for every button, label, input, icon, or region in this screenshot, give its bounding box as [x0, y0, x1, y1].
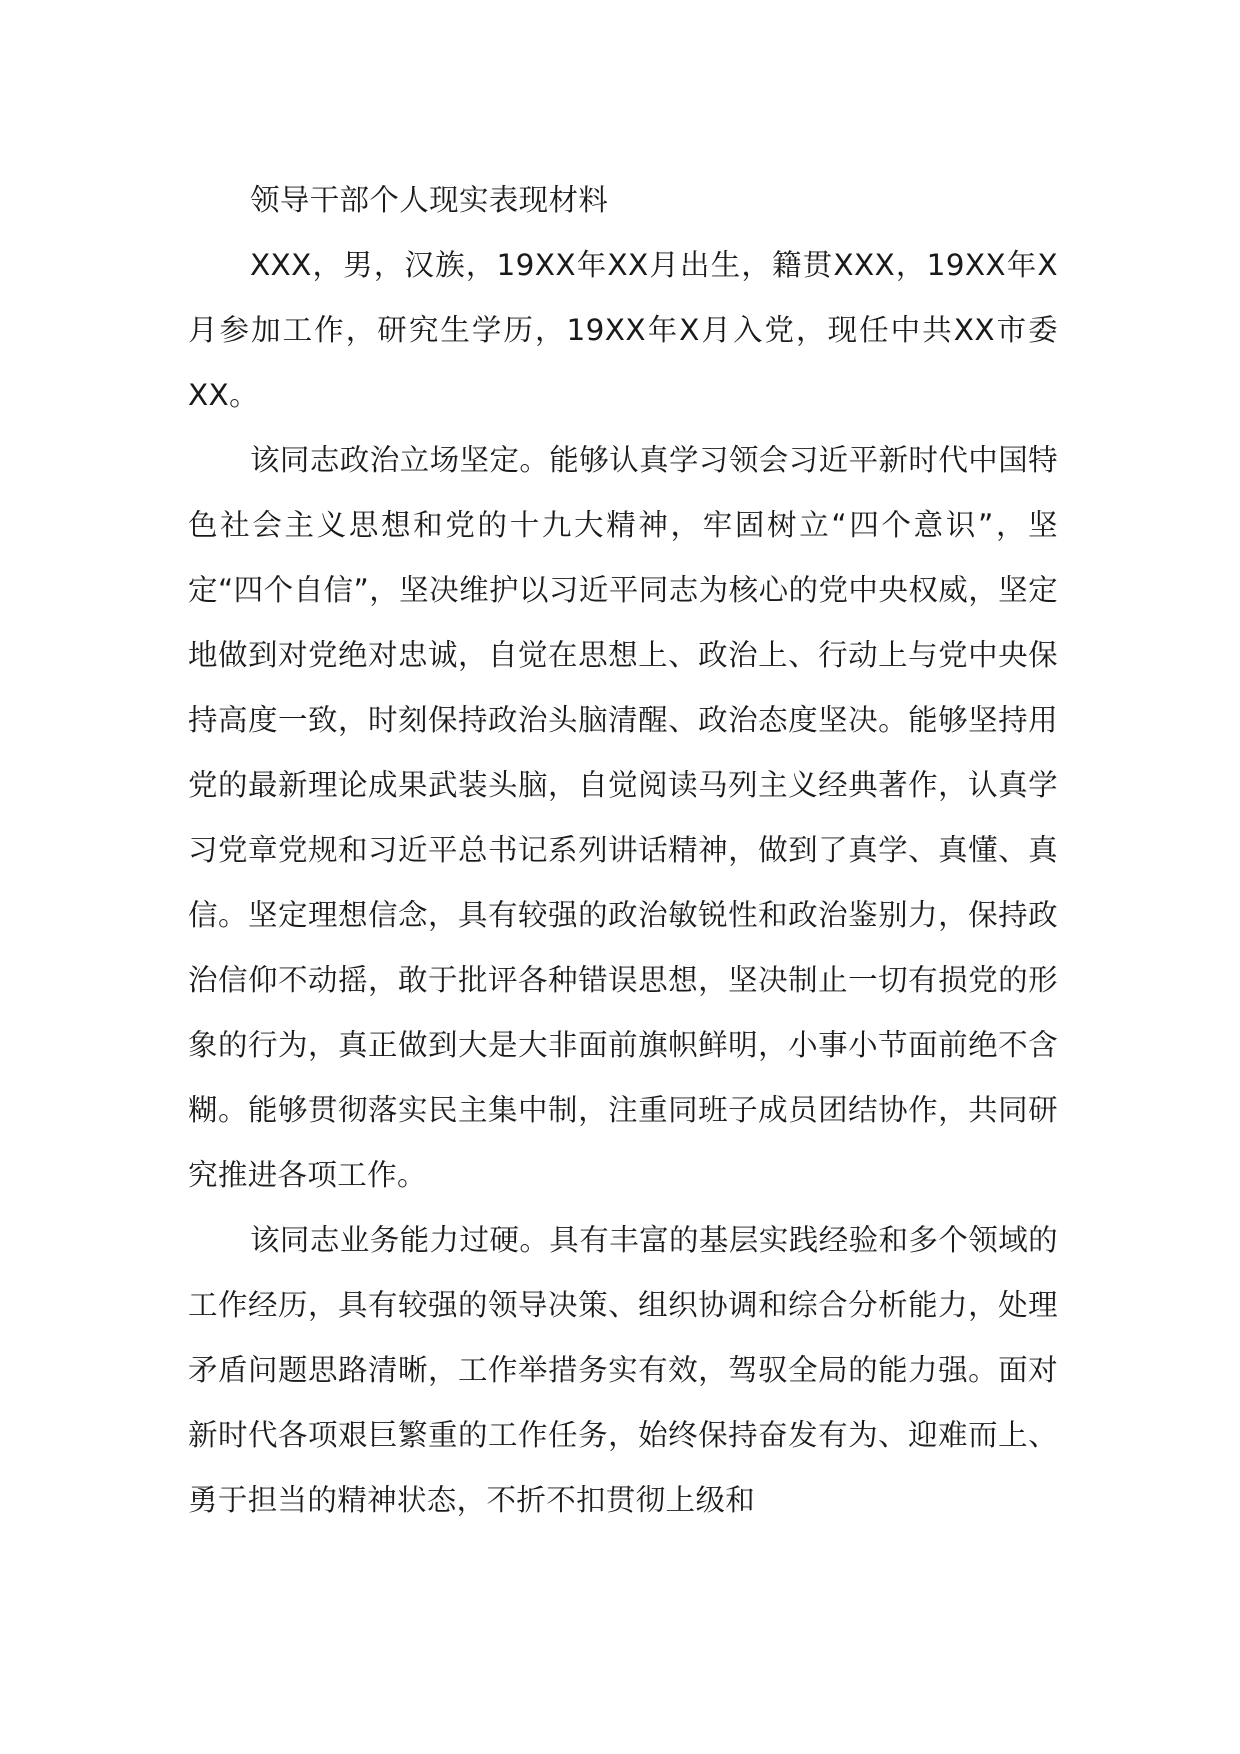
document-body: [188, 168, 1058, 1533]
paragraph-basic-info: XXX，男，汉族，19XX年XX月出生，籍贯XXX，19XX年X月参加工作，研究生学历，19XX年X月入党，现任中共XX市委XX。: [188, 248, 1058, 412]
paragraph-political-stance: 该同志政治立场坚定。能够认真学习领会习近平新时代中国特色社会主义思想和党的十九大精神，牢固树立“四个意识”，坚定“四个自信”，坚决维护以习近平同志为核心的党中央权威，坚定地做到对党绝对忠诚，自觉在思想上、政治上、行动上与党中央保持高度一致，时刻保持政治头脑清醒、政治态度坚决。能够坚持用党的最新理论成果武装头脑，自觉阅读马列主义经典著作，认真学习党章党规和习近平总书记系列讲话精神，做到了真学、真懂、真信。坚定理想信念，具有较强的政治敏锐性和政治鉴别力，保持政治信仰不动摇，敢于批评各种错误思想，坚决制止一切有损党的形象的行为，真正做到大是大非面前旗帜鲜明，小事小节面前绝不含糊。能够贯彻落实民主集中制，注重同班子成员团结协作，共同研究推进各项工作。: [188, 443, 1058, 1192]
document-title: 领导干部个人现实表现材料: [250, 183, 609, 217]
paragraph-professional-ability: 该同志业务能力过硬。具有丰富的基层实践经验和多个领域的工作经历，具有较强的领导决策、组织协调和综合分析能力，处理矛盾问题思路清晰，工作举措务实有效，驾驭全局的能力强。面对新时代各项艰巨繁重的工作任务，始终保持奋发有为、迎难而上、勇于担当的精神状态，不折不扣贯彻上级和: [188, 1223, 1058, 1517]
